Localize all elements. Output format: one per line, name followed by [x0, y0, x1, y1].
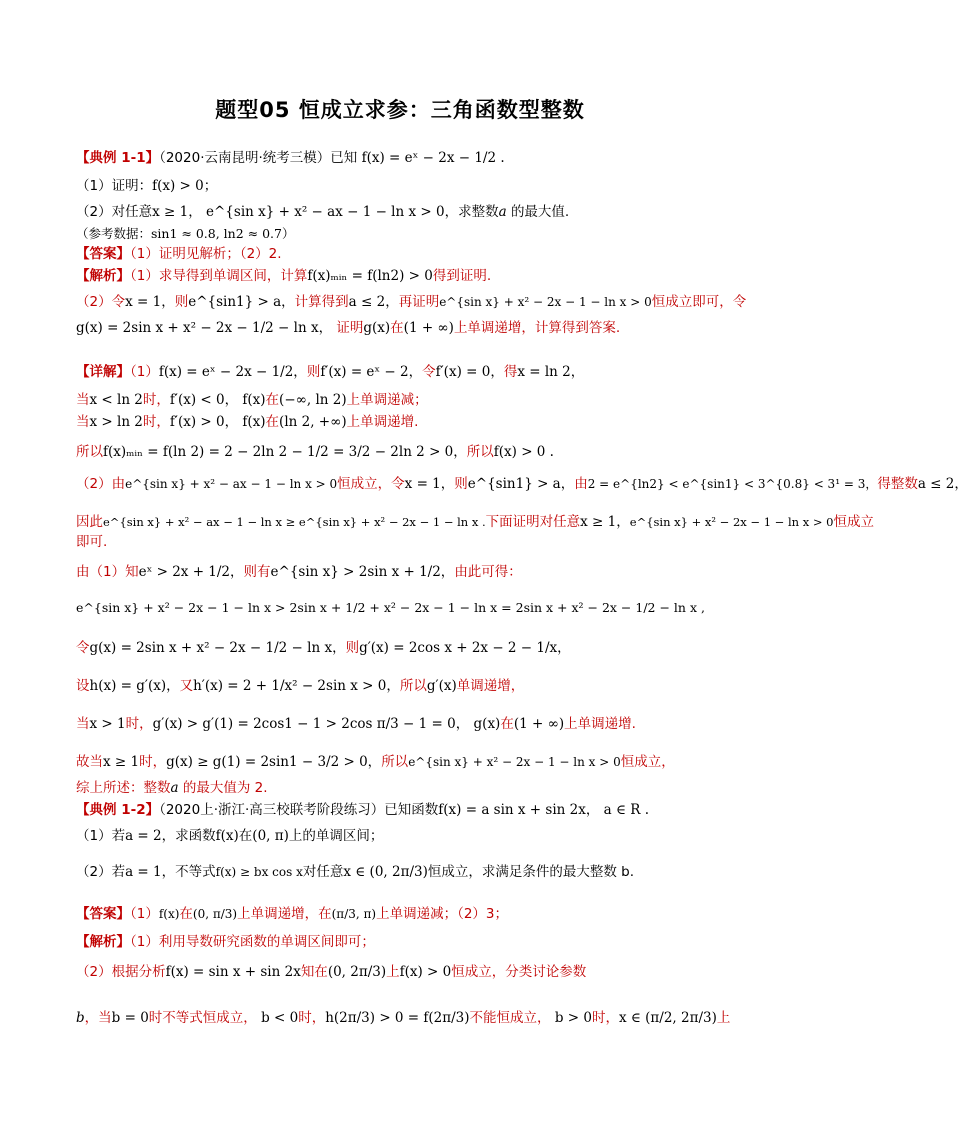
math-expr: x = 1，: [125, 294, 175, 310]
detail-line-10: [76, 638, 750, 658]
math-expr: e^{sin x} + x² − 2x − 1 − ln x > 2sin x + 1/2 + x² − 2x − 1 − ln x = 2sin x + x² − 2x − 1/2 − ln x ,: [76, 600, 705, 615]
analysis-text: （1）利用导数研究函数的单调区间即可；: [130, 934, 375, 950]
detail-text: 恒成立，令: [337, 476, 405, 492]
detail-text: 时，: [142, 414, 170, 430]
analysis-line-2: [76, 292, 750, 312]
detail-text: 当: [76, 414, 90, 430]
question-1: [76, 176, 750, 196]
detail-text: 故当: [76, 754, 103, 770]
detail-text: 上单调递增.: [346, 414, 419, 430]
analysis-text: 上单调递增，计算得到答案.: [453, 320, 621, 336]
example-tag: 【典例 1-1】: [76, 150, 160, 166]
math-expr: g(x) ≥ g(1) = 2sin1 − 3/2 > 0，: [166, 754, 382, 770]
math-expr: b < 0: [261, 1010, 299, 1026]
question-text: 不等式: [175, 864, 216, 880]
question-text: 在: [238, 828, 253, 844]
math-expr: e^{sin x} + x² − ax − 1 − ln x ≥ e^{sin x} + x² − 2x − 1 − ln x .: [103, 515, 486, 529]
question-text: 上的单调区间；: [288, 828, 384, 844]
math-expr: f(x): [158, 907, 180, 921]
math-expr: g′(x) = 2cos x + 2x − 2 − 1/x，: [359, 640, 571, 656]
math-expr: f(x) > 0；: [152, 178, 218, 194]
question-label: （1）证明：: [76, 178, 153, 194]
analysis-text: 计算得到: [294, 294, 349, 310]
detail-line-11: [76, 676, 750, 696]
analysis-text: 知在: [300, 964, 328, 980]
answer-text: （1）: [130, 906, 159, 922]
analysis-line-1: [76, 932, 750, 952]
detail-text: 则: [306, 364, 321, 380]
math-expr: e^{sin x} + x² − 2x − 1 − ln x > 0: [439, 295, 652, 309]
analysis-text: 不能恒成立，: [469, 1010, 551, 1026]
math-expr: (0, 2π/3): [327, 964, 387, 980]
math-expr: f(x) = sin x + sin 2x: [165, 964, 301, 980]
math-expr: f(x) > 0: [399, 964, 452, 980]
math-expr: g′(x) > g′(1) = 2cos1 − 1 > 2cos π/3 − 1 = 0，: [152, 716, 470, 732]
math-expr: x = 1，: [404, 476, 455, 492]
detail-text: 恒成立: [833, 514, 874, 530]
question-2: [76, 202, 750, 222]
answer-text: （1）证明见解析；（2）2.: [130, 246, 282, 262]
math-expr: b: [76, 1010, 85, 1026]
detail-tag: 【详解】: [76, 364, 130, 380]
question-text: 的最大值.: [510, 204, 570, 220]
reference-data: [76, 224, 750, 244]
detail-text: 令: [76, 640, 90, 656]
detail-text: 时，: [139, 754, 167, 770]
analysis-text: 上: [716, 1010, 731, 1026]
analysis-text: ，当: [84, 1010, 112, 1026]
question-text: 对任意: [302, 864, 344, 880]
analysis-line-3: [76, 318, 750, 338]
detail-text: 时，: [125, 716, 153, 732]
detail-text: 由: [574, 476, 588, 492]
math-expr: h(x) = g′(x)，: [89, 678, 180, 694]
analysis-text: 得到证明.: [432, 268, 492, 284]
analysis-line-1: [76, 266, 750, 286]
math-expr: h′(x) = 2 + 1/x² − 2sin x > 0，: [193, 678, 400, 694]
analysis-text: 时不等式恒成立，: [148, 1010, 257, 1026]
analysis-text: 则: [174, 294, 189, 310]
function-def: f(x) = eˣ − 2x − 1/2 .: [361, 150, 505, 166]
detail-line-1: [76, 362, 750, 382]
math-expr: g(x) = 2sin x + x² − 2x − 1/2 − ln x，: [89, 640, 346, 656]
math-expr: x > 1: [89, 716, 126, 732]
analysis-text: （2）令: [76, 294, 126, 310]
detail-line-7: [76, 532, 750, 552]
detail-text: 综上所述：整数: [76, 780, 171, 796]
reference-label: （参考数据：: [76, 226, 152, 241]
analysis-text: 恒成立即可，令: [651, 294, 747, 310]
detail-text: 得整数: [877, 476, 918, 492]
analysis-text: 再证明: [398, 294, 440, 310]
page-title: 题型05 恒成立求参：三角函数型整数: [215, 98, 585, 122]
math-expr: a = 2，: [125, 828, 176, 844]
question-text: 求整数: [458, 204, 499, 220]
question-text: 求函数: [175, 828, 216, 844]
math-expr: f(x): [215, 828, 239, 844]
math-expr: a ∈ R .: [603, 802, 650, 818]
detail-text: 的最大值为 2.: [182, 780, 268, 796]
detail-text: 当: [76, 392, 90, 408]
detail-line-2: [76, 390, 750, 410]
analysis-text: 时，: [298, 1010, 326, 1026]
question-text: （1）若: [76, 828, 126, 844]
detail-text: 恒成立，: [620, 754, 675, 770]
analysis-text: （1）求导得到单调区间，计算: [130, 268, 308, 284]
answer-tag: 【答案】: [76, 906, 130, 922]
math-expr: f(x)ₘᵢₙ = f(ln 2) = 2 − 2ln 2 − 1/2 = 3/2 − 2ln 2 > 0，: [103, 444, 467, 460]
example-source: （2020·云南昆明·统考三模）已知: [159, 150, 358, 166]
analysis-text: 时，: [591, 1010, 619, 1026]
detail-text: （2）由: [76, 476, 126, 492]
math-expr: x ≥ 1，: [580, 514, 630, 530]
analysis-line-2: [76, 962, 750, 982]
detail-text: 时，: [142, 392, 170, 408]
detail-text: 则: [345, 640, 360, 656]
detail-text: 设: [76, 678, 90, 694]
detail-text: 所以: [381, 754, 409, 770]
detail-text: 所以: [76, 444, 103, 460]
math-expr: x ≥ 1，: [152, 204, 202, 220]
math-expr: (0, π/3): [192, 907, 238, 921]
math-expr: f′(x) = 0，: [435, 364, 504, 380]
math-expr: g(x): [363, 320, 391, 336]
math-expr: a ≤ 2，: [348, 294, 399, 310]
answer-text: 在: [179, 906, 193, 922]
math-expr: f(x) ≥ bx cos x: [215, 865, 303, 879]
math-expr: e^{sin x} + x² − 2x − 1 − ln x > 0: [629, 515, 834, 529]
math-expr: a = 1，: [125, 864, 176, 880]
math-expr: (1 + ∞): [513, 716, 565, 732]
analysis-tag: 【解析】: [76, 268, 130, 284]
detail-text: 得: [503, 364, 518, 380]
example-2-header: [76, 800, 750, 820]
math-expr: e^{sin1} > a，: [467, 476, 575, 492]
detail-text: 所以: [399, 678, 427, 694]
detail-text: 在: [265, 414, 280, 430]
question-1: [76, 826, 750, 846]
math-expr: x ≥ 1: [103, 754, 140, 770]
math-expr: e^{sin x} + x² − 2x − 1 − ln x > 0: [408, 755, 621, 769]
detail-line-4: [76, 442, 750, 462]
analysis-tag: 【解析】: [76, 934, 130, 950]
math-expr: (π/3, π): [331, 907, 377, 921]
math-expr: f(x) > 0 .: [493, 444, 554, 460]
detail-line-12: [76, 714, 750, 734]
detail-text: 所以: [466, 444, 494, 460]
math-expr: g(x): [473, 716, 501, 732]
math-expr: eˣ > 2x + 1/2，: [138, 564, 244, 580]
answer-tag: 【答案】: [76, 246, 130, 262]
answer-text: 上单调递增，在: [237, 906, 332, 922]
detail-line-5: [76, 474, 968, 494]
math-expr: e^{sin x} > 2sin x + 1/2，: [270, 564, 455, 580]
analysis-text: 证明: [336, 320, 364, 336]
math-expr: a ≤ 2，: [917, 476, 968, 492]
question-2: [76, 862, 750, 882]
math-expr: f(x) = eˣ − 2x − 1/2，: [158, 364, 307, 380]
analysis-text: 恒成立，分类讨论参数: [451, 964, 587, 980]
example-1-header: [76, 148, 750, 168]
detail-text: 由此可得：: [454, 564, 522, 580]
math-expr: h(2π/3) > 0 = f(2π/3): [325, 1010, 470, 1026]
math-expr: g(x) = 2sin x + x² − 2x − 1/2 − ln x，: [76, 320, 333, 336]
math-expr: (0, π): [252, 828, 289, 844]
math-expr: f′(x) < 0， f(x): [169, 392, 266, 408]
detail-text: 则: [454, 476, 468, 492]
answer-line: [76, 904, 750, 924]
math-expr: (1 + ∞): [403, 320, 454, 336]
detail-text: 在: [500, 716, 514, 732]
math-expr: f′(x) = eˣ − 2，: [320, 364, 423, 380]
math-expr: e^{sin1} > a，: [188, 294, 295, 310]
answer-line: [76, 244, 750, 264]
question-text: （2）若: [76, 864, 126, 880]
math-expr: x > ln 2: [89, 414, 143, 430]
example-tag: 【典例 1-2】: [76, 802, 160, 818]
analysis-text: 上: [386, 964, 400, 980]
math-expr: x = ln 2，: [517, 364, 585, 380]
detail-text: 在: [265, 392, 280, 408]
math-expr: x ∈ (0, 2π/3): [343, 864, 428, 880]
question-text: （2）对任意: [76, 204, 153, 220]
detail-line-3: [76, 412, 750, 432]
analysis-line-3: [76, 1008, 750, 1028]
detail-text: 令: [422, 364, 436, 380]
detail-line-9: [76, 598, 750, 618]
math-expr: x < ln 2: [89, 392, 143, 408]
math-expr: f(x)ₘᵢₙ = f(ln2) > 0: [307, 268, 433, 284]
math-expr: f′(x) > 0， f(x): [169, 414, 266, 430]
detail-line-14: [76, 778, 750, 798]
function-def: f(x) = a sin x + sin 2x，: [438, 802, 600, 818]
math-expr: (ln 2, +∞): [279, 414, 347, 430]
math-expr: b = 0: [111, 1010, 149, 1026]
example-source: （2020上·浙江·高三校联考阶段练习）已知函数: [159, 802, 439, 818]
detail-text: 当: [76, 716, 90, 732]
detail-text: 上单调递增.: [564, 716, 636, 732]
question-text: 恒成立，求满足条件的最大整数 b.: [427, 864, 635, 880]
math-expr: 2 = e^{ln2} < e^{sin1} < 3^{0.8} < 3¹ = 3，: [587, 477, 878, 491]
detail-text: 又: [179, 678, 194, 694]
detail-text: 单调递增，: [456, 678, 525, 694]
math-expr: e^{sin x} + x² − ax − 1 − ln x > 0: [125, 477, 338, 491]
math-expr: g′(x): [426, 678, 457, 694]
detail-text: （1）: [130, 364, 159, 380]
detail-line-8: [76, 562, 750, 582]
detail-line-13: [76, 752, 750, 772]
analysis-text: （2）根据分析: [76, 964, 166, 980]
math-expr: x ∈ (π/2, 2π/3): [618, 1010, 717, 1026]
math-expr: e^{sin x} + x² − ax − 1 − ln x > 0，: [206, 204, 459, 220]
detail-text: 因此: [76, 514, 103, 530]
detail-text: 即可.: [76, 534, 108, 550]
math-expr: b > 0: [554, 1010, 592, 1026]
answer-text: 上单调递减；（2）3；: [376, 906, 509, 922]
math-expr: sin1 ≈ 0.8, ln2 ≈ 0.7）: [151, 226, 295, 241]
math-expr: a: [170, 780, 179, 796]
analysis-text: 在: [390, 320, 404, 336]
math-expr: (−∞, ln 2): [279, 392, 347, 408]
detail-text: 上单调递减；: [346, 392, 428, 408]
detail-text: 则有: [243, 564, 271, 580]
detail-text: 下面证明对任意: [485, 514, 581, 530]
detail-line-6: [76, 512, 874, 532]
math-expr: a: [498, 204, 507, 220]
detail-text: 由（1）知: [76, 564, 139, 580]
